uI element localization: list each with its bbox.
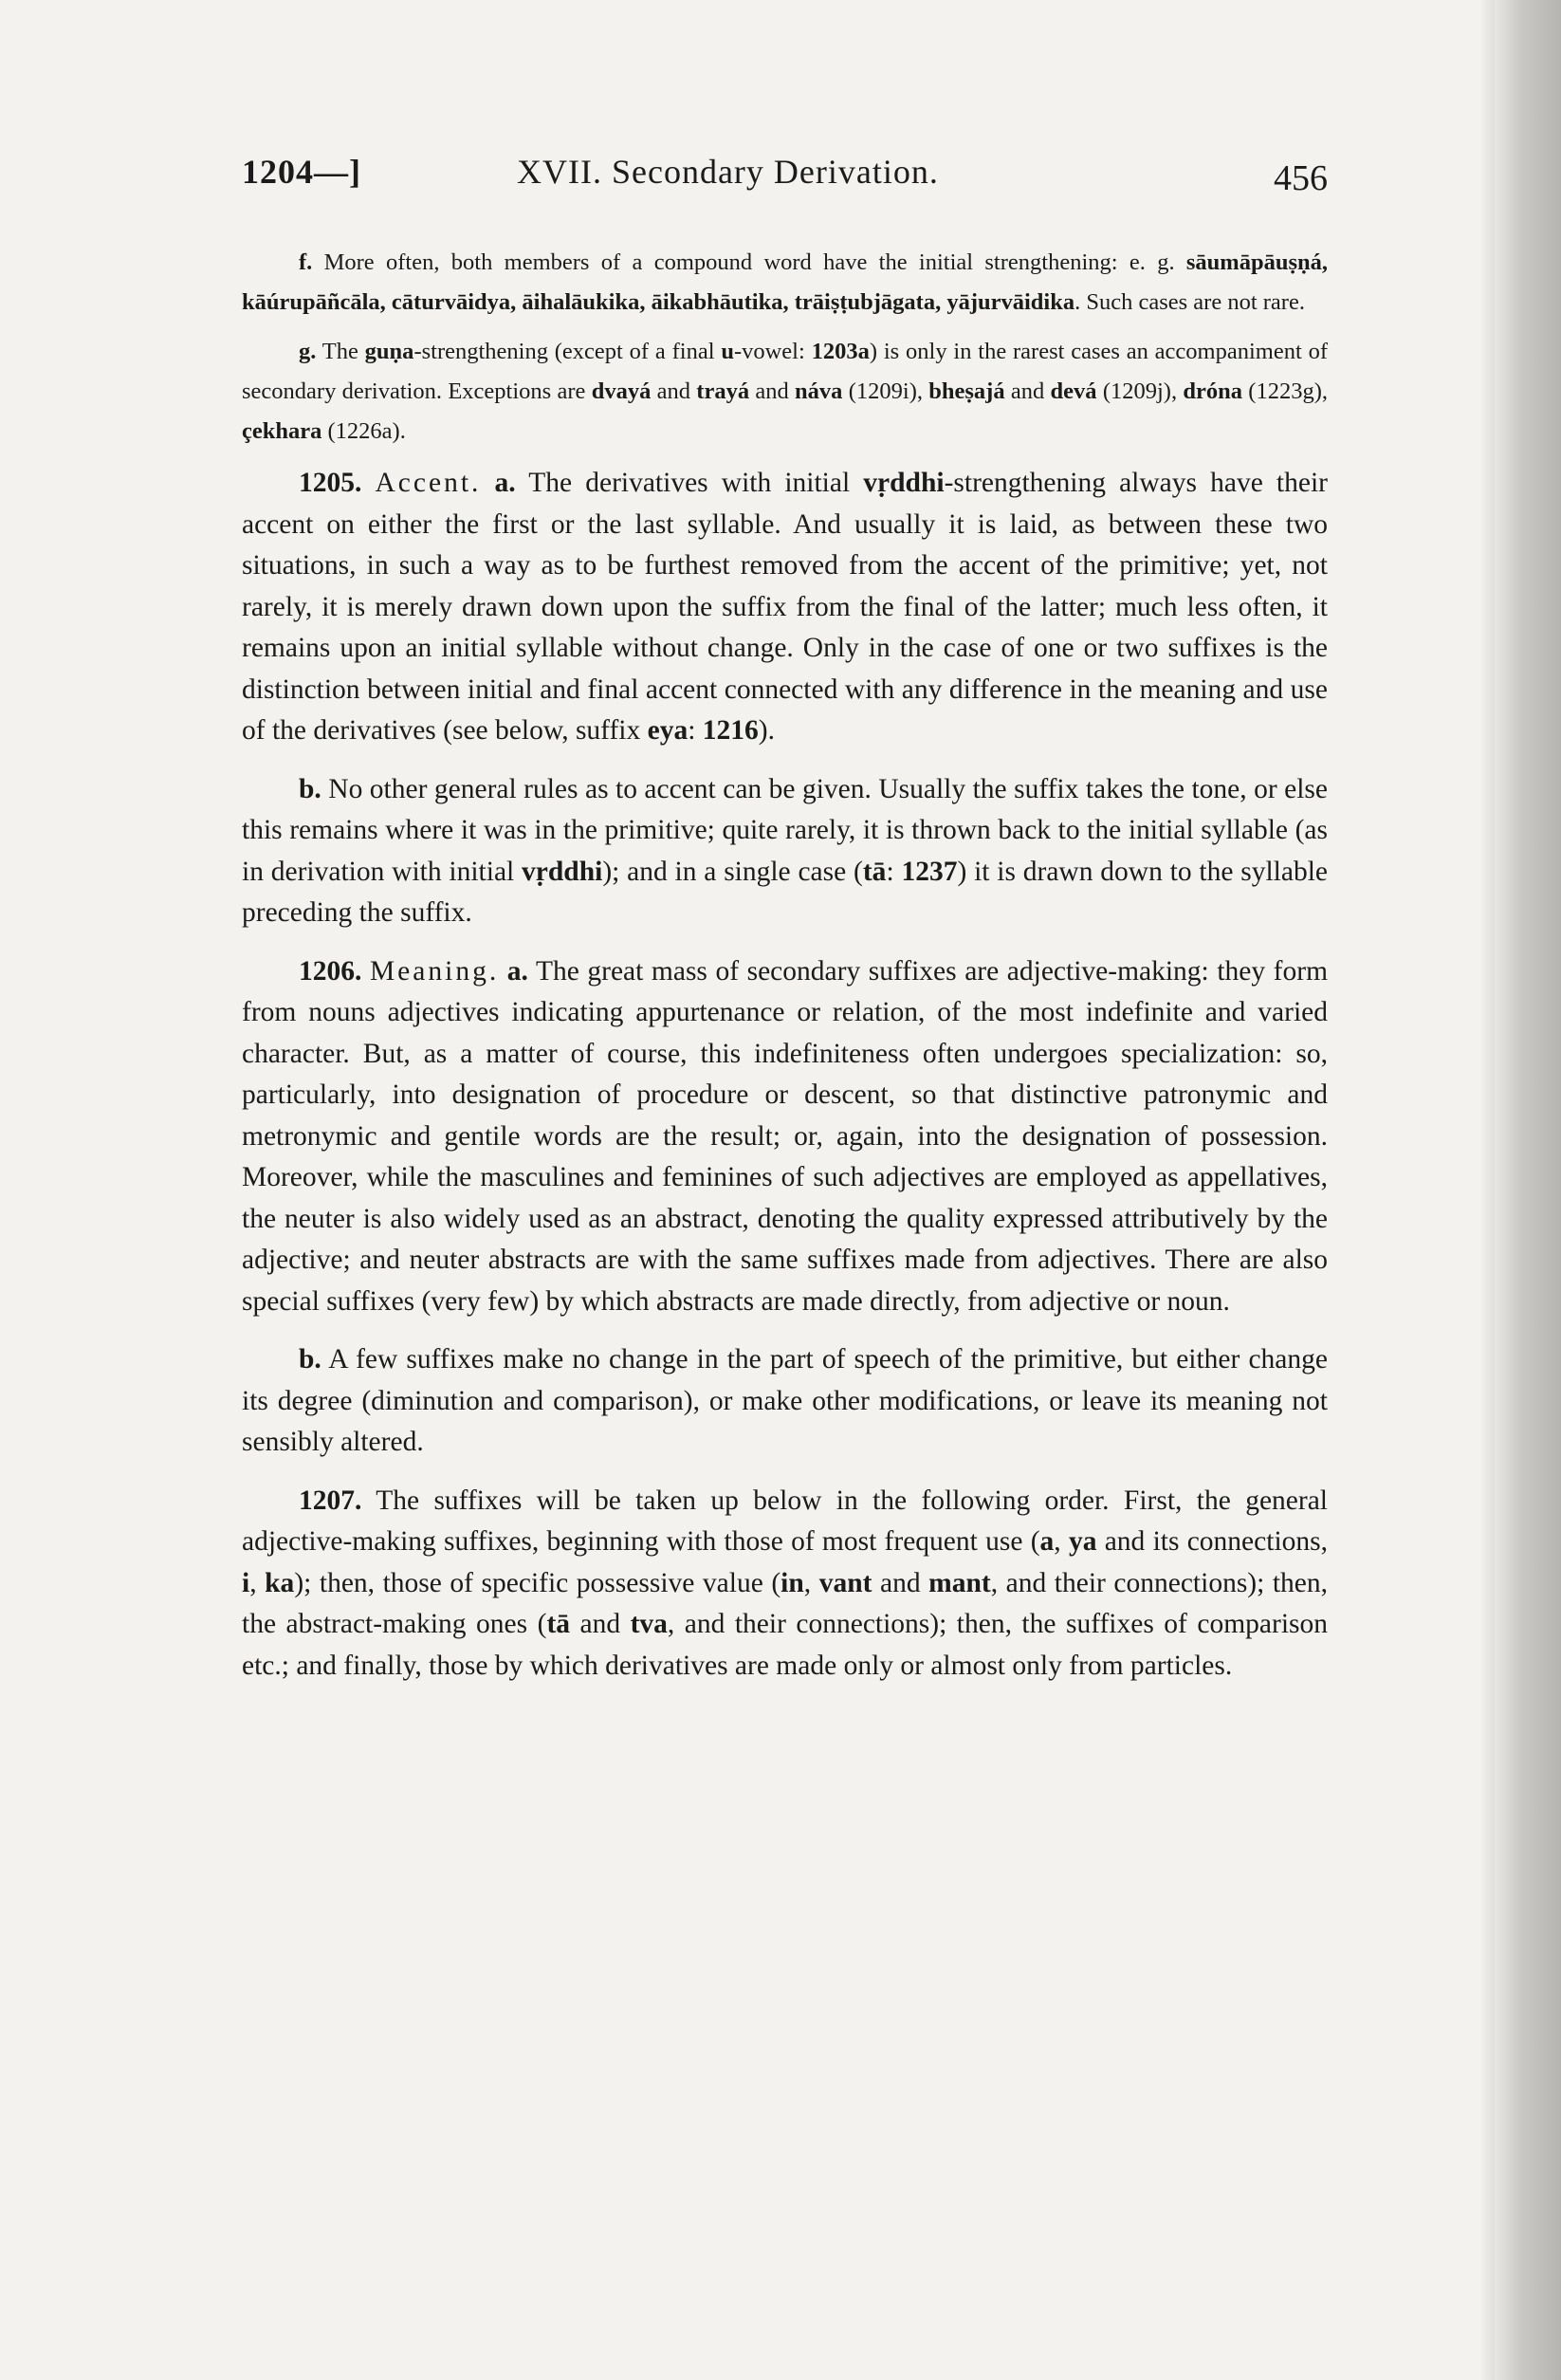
text-run: The derivatives with initial bbox=[515, 468, 864, 498]
text-run: and bbox=[651, 378, 697, 404]
paragraph-label: b. bbox=[299, 1344, 321, 1374]
main-text-section bbox=[242, 463, 1328, 1687]
bold-term: sāumāpāuṣṇá, kāúrupāñcāla, cāturvāidya, āihalāukika, āikabhāutika, trāiṣṭubjāgata, yājurvāidika bbox=[242, 249, 1328, 315]
text-run: , and their connections); then, the abstract-making ones ( bbox=[242, 1567, 1329, 1639]
text-run: ); and in a single case ( bbox=[602, 856, 863, 887]
bold-term: mant bbox=[928, 1567, 991, 1598]
bold-term: dróna bbox=[1183, 378, 1243, 404]
running-header bbox=[242, 152, 1328, 209]
text-run: , and their connections); then, the suffixes of comparison etc.; and finally, those by which derivatives are made only or almost only from particles. bbox=[242, 1609, 1328, 1681]
bold-term: 1216 bbox=[702, 715, 759, 746]
text-run: and bbox=[872, 1567, 929, 1598]
bold-term: eya bbox=[647, 715, 689, 746]
bold-term: a. bbox=[494, 468, 516, 498]
text-run: (1209i), bbox=[842, 378, 929, 404]
bold-term: trayá bbox=[696, 378, 750, 404]
text-run: The great mass of secondary suffixes are adjective-making: they form from nouns adjectives indicating appurtenance or relation, of the most indefinite and varied character. But, as a matter of course, this indefiniteness often undergoes specialization: so, particularly, into designation of procedure or descent, so that distinctive patronymic and metronymic and gentile words are the result; or, again, into the designation of possession. Moreover, while the masculines and feminines of such adjectives are employed as appellatives, the neuter is also widely used as an abstract, denoting the quality expressed attributively by the adjective; and neuter abstracts are with the same suffixes made from adjectives. There are also special suffixes (very few) by which abstracts are made directly, from adjective or noun. bbox=[242, 955, 1329, 1317]
text-run: The suffixes will be taken up below in the following order. First, the general adjective-making suffixes, beginning with those of most frequent use ( bbox=[242, 1485, 1328, 1557]
paragraph-label: b. bbox=[299, 773, 321, 804]
text-run: -vowel: bbox=[733, 339, 812, 364]
text-run: No other general rules as to accent can be given. Usually the suffix takes the tone, or else this remains where it was in the primitive; quite rarely, it is thrown back to the initial syllable (as in derivation with initial bbox=[242, 773, 1328, 887]
bold-term: tā bbox=[546, 1609, 571, 1639]
paragraph bbox=[242, 951, 1328, 1323]
text-run: and its connections, bbox=[1096, 1526, 1328, 1557]
paragraph bbox=[242, 463, 1328, 752]
text-run: ) it is drawn down to the syllable preceding the suffix. bbox=[242, 856, 1329, 928]
page-gutter bbox=[1495, 0, 1561, 2380]
text-run: : bbox=[688, 715, 703, 746]
text-run: and bbox=[749, 378, 796, 404]
paragraph-label: 1207. bbox=[299, 1485, 362, 1516]
text-run: : bbox=[886, 856, 902, 887]
text-run: , bbox=[803, 1567, 819, 1598]
section-reference: 1204—] bbox=[242, 153, 361, 191]
text-run: and bbox=[570, 1609, 631, 1639]
text-run: . Such cases are not rare. bbox=[1074, 289, 1305, 315]
text-run bbox=[499, 956, 507, 987]
bold-term: 1203a bbox=[811, 339, 870, 364]
section-heading: Meaning. bbox=[369, 955, 500, 987]
bold-term: vṛddhi bbox=[863, 468, 945, 498]
text-run: The bbox=[316, 339, 365, 364]
bold-term: tā bbox=[862, 856, 887, 887]
small-print-section bbox=[242, 243, 1328, 452]
bold-term: bheṣajá bbox=[928, 378, 1005, 404]
paragraph-label: g. bbox=[299, 339, 317, 364]
paragraph bbox=[242, 332, 1328, 452]
paragraph-label: f. bbox=[299, 249, 313, 275]
page-number: 456 bbox=[1274, 158, 1328, 198]
paragraph-label: 1206. bbox=[299, 955, 362, 987]
section-heading: Accent. bbox=[375, 468, 482, 498]
text-run: ); then, those of specific possessive value ( bbox=[294, 1567, 781, 1598]
paragraph bbox=[242, 769, 1328, 934]
book-page bbox=[242, 152, 1328, 1687]
text-run: , bbox=[249, 1567, 266, 1598]
bold-term: guṇa bbox=[364, 339, 414, 364]
paragraph bbox=[242, 243, 1328, 323]
bold-term: ka bbox=[265, 1567, 295, 1598]
bold-term: vṛddhi bbox=[522, 856, 603, 887]
text-run: More often, both members of a compound word have the initial strengthening: e. g. bbox=[312, 249, 1186, 275]
text-run: A few suffixes make no change in the part of speech of the primitive, but either change its degree (diminution and comparison), or make other modifications, or leave its meaning not sensibly altered. bbox=[242, 1344, 1328, 1457]
bold-term: çekhara bbox=[242, 418, 322, 444]
bold-term: a. bbox=[506, 955, 528, 987]
bold-term: a bbox=[1039, 1526, 1055, 1557]
text-run: (1209j), bbox=[1096, 378, 1184, 404]
text-run: ). bbox=[758, 715, 775, 746]
bold-term: in bbox=[780, 1567, 804, 1598]
binding-shadow bbox=[1479, 0, 1495, 2380]
bold-term: tva bbox=[630, 1609, 668, 1639]
text-run: -strengthening always have their accent on either the first or the last syllable. And usually it is laid, as between these two situations, in such a way as to be furthest removed from the accent of the primitive; yet, not rarely, it is merely drawn down upon the suffix from the final of the latter; much less often, it remains upon an initial syllable without change. Only in the case of one or two suffixes is the distinction between initial and final accent connected with any difference in the meaning and use of the derivatives (see below, suffix bbox=[242, 468, 1328, 746]
bold-term: u bbox=[721, 339, 734, 364]
text-run: , bbox=[1054, 1526, 1069, 1557]
text-run bbox=[481, 468, 494, 498]
bold-term: náva bbox=[795, 378, 843, 404]
bold-term: vant bbox=[818, 1567, 872, 1598]
chapter-title: XVII. Secondary Derivation. bbox=[517, 153, 939, 191]
bold-term: dvayá bbox=[591, 378, 652, 404]
bold-term: 1237 bbox=[901, 856, 958, 887]
bold-term: devá bbox=[1050, 378, 1097, 404]
bold-term: ya bbox=[1068, 1526, 1097, 1557]
bold-term: i bbox=[242, 1567, 250, 1598]
paragraph-label: 1205. bbox=[299, 468, 362, 498]
paragraph bbox=[242, 1481, 1328, 1688]
text-run: -strengthening (except of a final bbox=[413, 339, 722, 364]
text-run: ) is only in the rarest cases an accompaniment of secondary derivation. Exceptions are bbox=[242, 339, 1329, 404]
paragraph bbox=[242, 1339, 1328, 1464]
text-run: (1223g), bbox=[1242, 378, 1328, 404]
text-run: (1226a). bbox=[321, 418, 406, 444]
text-run: and bbox=[1004, 378, 1051, 404]
